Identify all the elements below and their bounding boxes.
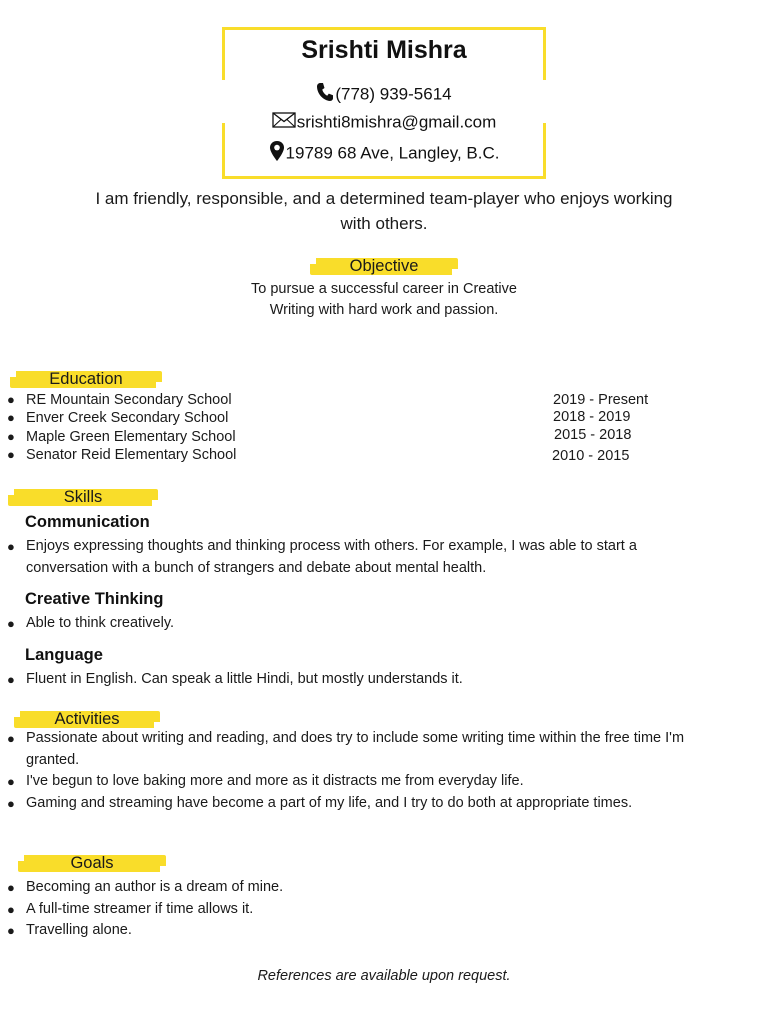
skill-description: Fluent in English. Can speak a little Hindi, but mostly understands it. — [26, 671, 463, 687]
list-item: ● Becoming an author is a dream of mine. — [7, 879, 284, 895]
communication-list — [0, 536, 700, 579]
school-name: Enver Creek Secondary School — [26, 410, 229, 427]
goal-text: A full-time streamer if time allows it. — [26, 900, 254, 917]
list-item: ● Fluent in English. Can speak a little Hindi, but mostly understands it. — [7, 671, 463, 687]
address-line — [0, 140, 768, 167]
email-line — [0, 111, 768, 134]
activity-text: I've begun to love baking more and more as it distracts me from everyday life. — [26, 773, 524, 789]
creative-thinking-subheading: Creative Thinking — [25, 590, 164, 608]
activity-text: Gaming and streaming have become a part of my life, and I try to do both at appropriate times. — [26, 794, 633, 811]
goals-list — [0, 877, 700, 942]
list-item: ● Senator Reid Elementary School — [7, 446, 237, 463]
list-item: ● A full-time streamer if time allows it. — [7, 900, 254, 917]
objective-line-1: To pursue a successful career in Creative — [251, 281, 517, 297]
email-address[interactable]: srishti8mishra@gmail.com — [296, 112, 497, 132]
language-list — [0, 669, 700, 691]
list-item: ● Gaming and streaming have become a part of my life, and I try to do both at appropriate times. — [7, 794, 633, 811]
list-item: ● Enjoys expressing thoughts and thinking process with others. For example, I was able to start a conversation with a bunch of strangers and debate about mental health. — [7, 538, 637, 576]
creative-thinking-list — [0, 613, 700, 635]
list-item: ● Enver Creek Secondary School — [7, 410, 229, 427]
goal-text: Travelling alone. — [26, 922, 132, 938]
list-item: ● Passionate about writing and reading, and does try to include some writing time within the free time I'm granted. — [7, 730, 685, 768]
skills-heading: Skills — [8, 486, 158, 508]
school-dates: 2010 - 2015 — [552, 448, 630, 464]
objective-line-2: Writing with hard work and passion. — [269, 302, 499, 318]
goals-heading: Goals — [18, 852, 166, 874]
objective-text — [184, 279, 584, 321]
school-name: Senator Reid Elementary School — [26, 446, 237, 463]
home-address: 19789 68 Ave, Langley, B.C. — [285, 143, 500, 163]
language-subheading: Language — [25, 646, 103, 664]
frame-bottom-bar — [222, 176, 546, 179]
phone-icon — [316, 82, 334, 107]
tagline: I am friendly, responsible, and a determined team-player who enjoys working with others. — [95, 189, 673, 233]
activities-list — [0, 728, 690, 814]
objective-heading: Objective — [310, 255, 458, 277]
school-dates: 2019 - Present — [553, 392, 649, 408]
references-note: References are available upon request. — [257, 968, 511, 984]
list-item: ● Able to think creatively. — [7, 615, 175, 631]
frame-top-bar — [222, 27, 546, 30]
skill-description: Enjoys expressing thoughts and thinking process with others. For example, I was able to start a conversation with a bunch of strangers and debate about mental health. — [26, 538, 637, 576]
school-dates: 2015 - 2018 — [554, 427, 632, 443]
activity-text: Passionate about writing and reading, and does try to include some writing time within the free time I'm granted. — [26, 730, 685, 768]
envelope-icon — [272, 111, 296, 134]
communication-subheading: Communication — [25, 513, 150, 531]
school-name: RE Mountain Secondary School — [26, 392, 232, 408]
education-heading: Education — [10, 368, 162, 390]
skill-description: Able to think creatively. — [26, 615, 175, 631]
goal-text: Becoming an author is a dream of mine. — [26, 879, 284, 895]
education-list — [0, 391, 520, 464]
school-dates: 2018 - 2019 — [553, 409, 631, 425]
list-item: ● I've begun to love baking more and more as it distracts me from everyday life. — [7, 773, 524, 789]
list-item: ● Travelling alone. — [7, 922, 132, 938]
activities-heading: Activities — [14, 708, 160, 730]
candidate-name: Srishti Mishra — [301, 36, 467, 64]
phone-line — [0, 82, 768, 107]
phone-number[interactable]: (778) 939-5614 — [335, 84, 452, 104]
list-item: ● Maple Green Elementary School — [7, 428, 236, 445]
location-pin-icon — [269, 140, 285, 167]
school-name: Maple Green Elementary School — [26, 428, 236, 445]
list-item: ● RE Mountain Secondary School — [7, 392, 232, 408]
